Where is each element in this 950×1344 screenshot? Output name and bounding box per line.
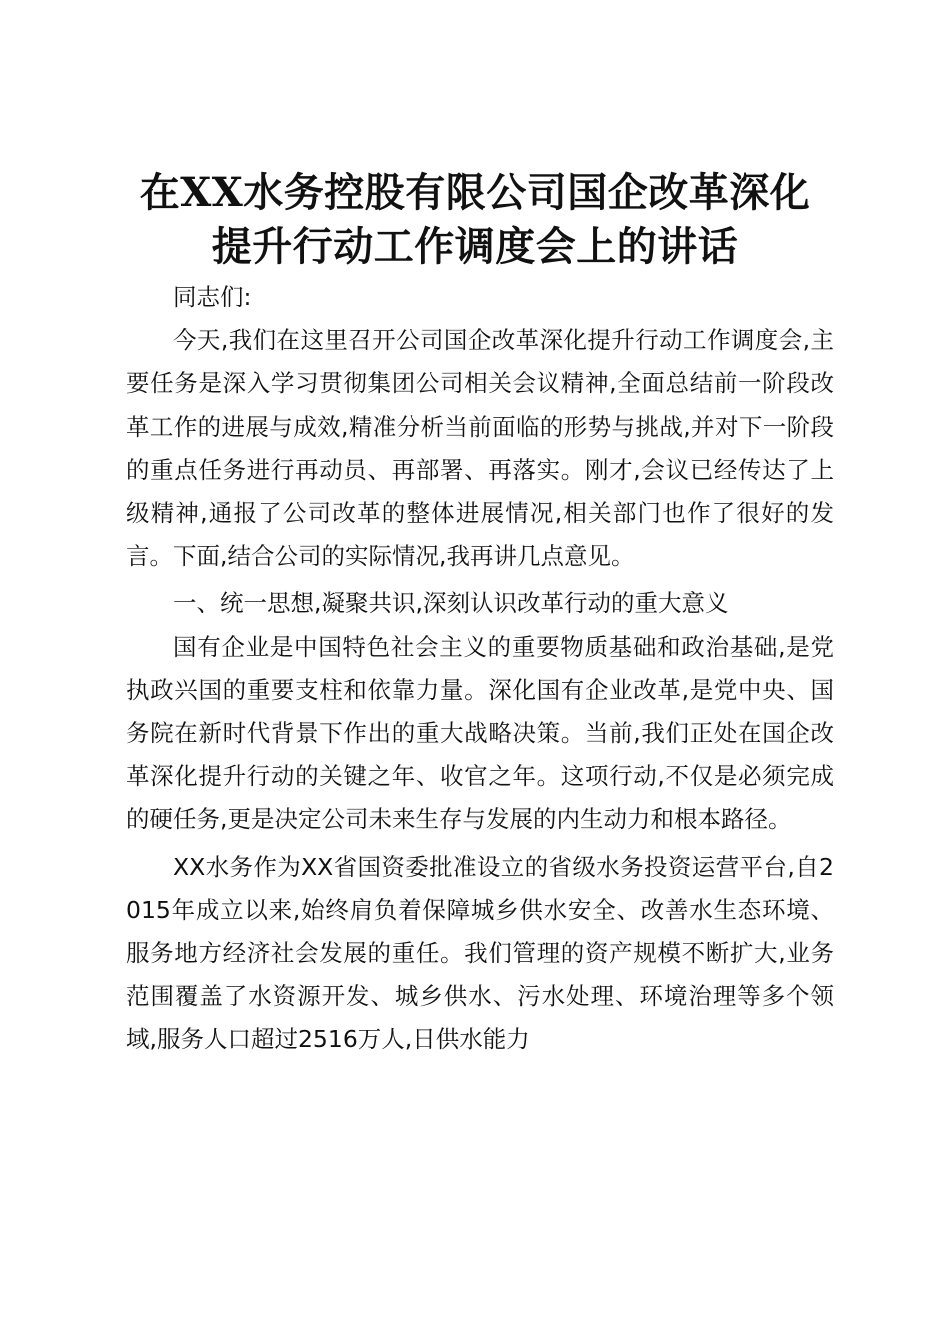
document-body — [126, 276, 834, 1062]
title-line-1: 在XX水务控股有限公司国企改革深化 — [139, 169, 811, 216]
paragraph-intro: 今天,我们在这里召开公司国企改革深化提升行动工作调度会,主要任务是深入学习贯彻集团公司相关会议精神,全面总结前一阶段改革工作的进展与成效,精准分析当前面临的形势与挑战,并对下一阶段的重点任务进行再动员、再部署、再落实。刚才,会议已经传达了上级精神,通报了公司改革的整体进展情况,相关部门也作了很好的发言。下面,结合公司的实际情况,我再讲几点意见。 — [126, 326, 834, 571]
document-title — [110, 166, 840, 274]
paragraph-significance: 国有企业是中国特色社会主义的重要物质基础和政治基础,是党执政兴国的重要支柱和依靠力量。深化国有企业改革,是党中央、国务院在新时代背景下作出的重大战略决策。当前,我们正处在国企改革深化提升行动的关键之年、收官之年。这项行动,不仅是必须完成的硬任务,更是决定公司未来生存与发展的内生动力和根本路径。 — [126, 632, 834, 834]
section-heading-1: 一、统一思想,凝聚共识,深刻认识改革行动的重大意义 — [173, 589, 729, 618]
salutation: 同志们: — [173, 283, 252, 311]
title-line-2: 提升行动工作调度会上的讲话 — [211, 223, 739, 270]
paragraph-company-profile: XX水务作为XX省国资委批准设立的省级水务投资运营平台,自2015年成立以来,始终肩负着保障城乡供水安全、改善水生态环境、服务地方经济社会发展的重任。我们管理的资产规模不断扩大,业务范围覆盖了水资源开发、城乡供水、污水处理、环境治理等多个领域,服务人口超过2516万人,日供水能力 — [126, 852, 834, 1054]
